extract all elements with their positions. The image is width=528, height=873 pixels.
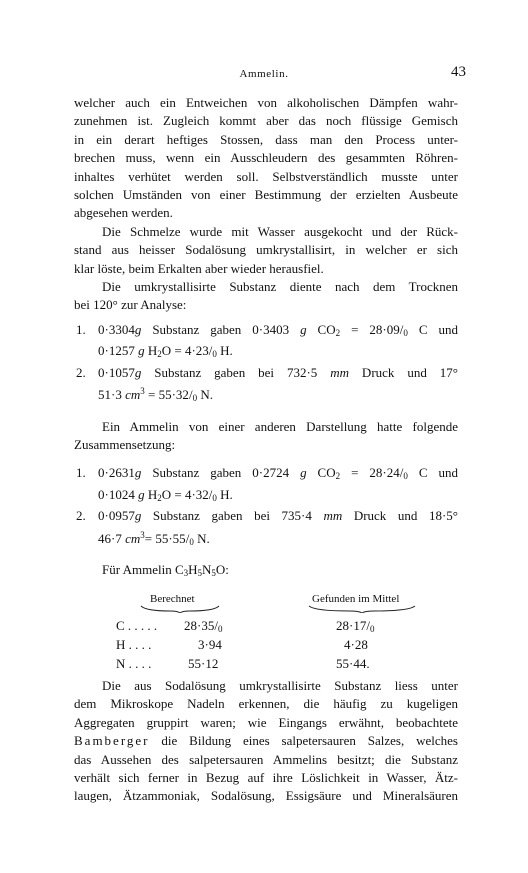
text-line: dem Mikroskope Nadeln erkennen, die häufig zu kugeligen <box>74 696 458 712</box>
text-line: zunehmen ist. Zugleich kommt aber das noch flüssige Gemisch <box>74 113 458 129</box>
calculated-value: 55·12 <box>188 656 219 672</box>
found-value: 55·44. <box>336 656 370 672</box>
analysis-item-4 <box>74 507 458 551</box>
item-number: 2. <box>76 508 86 524</box>
text-line: klar löste, beim Erkalten aber wieder herausfiel. <box>74 260 324 276</box>
paragraph-4 <box>74 418 458 455</box>
paragraph-2 <box>74 223 458 278</box>
item-number: 1. <box>76 465 86 481</box>
text-line: laugen, Ätzammoniak, Sodalösung, Essigsäure und Mineralsäuren <box>74 788 458 804</box>
text-line: 0·1024 g $H_2O = 4\cdot 32/0$ H. <box>98 486 233 503</box>
analysis-item-3 <box>74 464 458 507</box>
text-line: stand aus heisser Sodalösung umkrystallisirt, in welcher er sich <box>74 242 458 258</box>
brace-calculated <box>140 605 220 613</box>
text-block-bottom <box>74 677 458 806</box>
text-line: 46·7 $cm^3= 55\cdot 55/0$ N. <box>98 529 210 547</box>
page-number: 43 <box>451 64 466 80</box>
element-label: N . . . . <box>116 656 152 672</box>
paragraph-1 <box>74 94 458 223</box>
found-value: 28·17/0 <box>336 618 375 635</box>
text-line: 0·2631g Substanz gaben 0·2724 g $CO_2 = 28\cdot 24/0$ C und <box>98 465 459 482</box>
element-label: C . . . . . <box>116 618 158 634</box>
found-value: 4·28 <box>344 637 368 653</box>
text-line: Aggregaten gruppirt waren; wie Eingangs erwähnt, beobachtete <box>74 714 458 730</box>
paragraph-5 <box>74 677 458 806</box>
analysis-item-1 <box>74 321 458 364</box>
text-line: abgesehen werden. <box>74 205 173 221</box>
calculated-value: 28·35/0 <box>184 618 223 635</box>
text-line: bei 120° zur Analyse: <box>74 297 187 313</box>
analysis-item-2 <box>74 364 458 408</box>
text-line: Ein Ammelin von einer anderen Darstellung hatte folgende <box>102 418 458 434</box>
text-line: brechen muss, wenn ein Ausschleudern des gesammten Röhren- <box>74 150 458 166</box>
text-line: das Aussehen des salpetersauren Ammelins besitzt; die Substanz <box>74 751 458 767</box>
text-line: solchen Umständen von einer Bestimmung der erzielten Ausbeute <box>74 187 458 203</box>
text-line: in ein derart heftiges Stossen, dass man den Process unter- <box>74 131 458 147</box>
element-label: H . . . . <box>116 637 152 653</box>
item-number: 2. <box>76 364 86 380</box>
text-line: 51·3 $cm^3 = 55\cdot 32/0$ N. <box>98 386 213 404</box>
text-line: 0·3304g Substanz gaben 0·3403 g $CO_2 = 28\cdot 09/0$ C und <box>98 321 459 338</box>
text-line: 0·0957g Substanz gaben bei 735·4 mm Druck und 18·5° <box>98 508 458 524</box>
text-line: Zusammensetzung: <box>74 436 176 452</box>
text-line: welcher auch ein Entweichen von alkoholischen Dämpfen wahr- <box>74 95 458 110</box>
text-line: verhält sich ferner in Bezug auf ihre Löslichkeit in Wasser, Ätz- <box>74 770 458 786</box>
formula-line: Für Ammelin $C_3H_5N_5O$: <box>102 561 229 578</box>
text-line: Die Schmelze wurde mit Wasser ausgekocht und der Rück- <box>102 223 458 239</box>
item-number: 1. <box>76 321 86 337</box>
text-line: Bamberger die Bildung eines salpetersauren Salzes, welches <box>74 733 458 749</box>
text-block-top <box>74 94 458 690</box>
text-line: Die umkrystallisirte Substanz diente nach dem Trocknen <box>102 279 458 295</box>
text-line: Die aus Sodalösung umkrystallisirte Substanz liess unter <box>102 678 458 693</box>
text-line: 0·1257 g $H_2O = 4\cdot 23/0$ H. <box>98 343 233 360</box>
column-header-calculated: Berechnet <box>150 593 195 606</box>
author-name: Bamberger <box>74 733 150 749</box>
brace-found <box>308 605 416 613</box>
paragraph-3 <box>74 278 458 315</box>
composition-table <box>74 590 458 690</box>
column-header-found: Gefunden im Mittel <box>312 593 400 606</box>
calculated-value: 3·94 <box>198 637 222 653</box>
text-line: inhaltes verhütet werden soll. Selbstverständlich musste unter <box>74 168 458 184</box>
text-line: 0·1057g Substanz gaben bei 732·5 mm Druck und 17° <box>98 364 458 380</box>
running-title: Ammelin. <box>239 68 289 80</box>
